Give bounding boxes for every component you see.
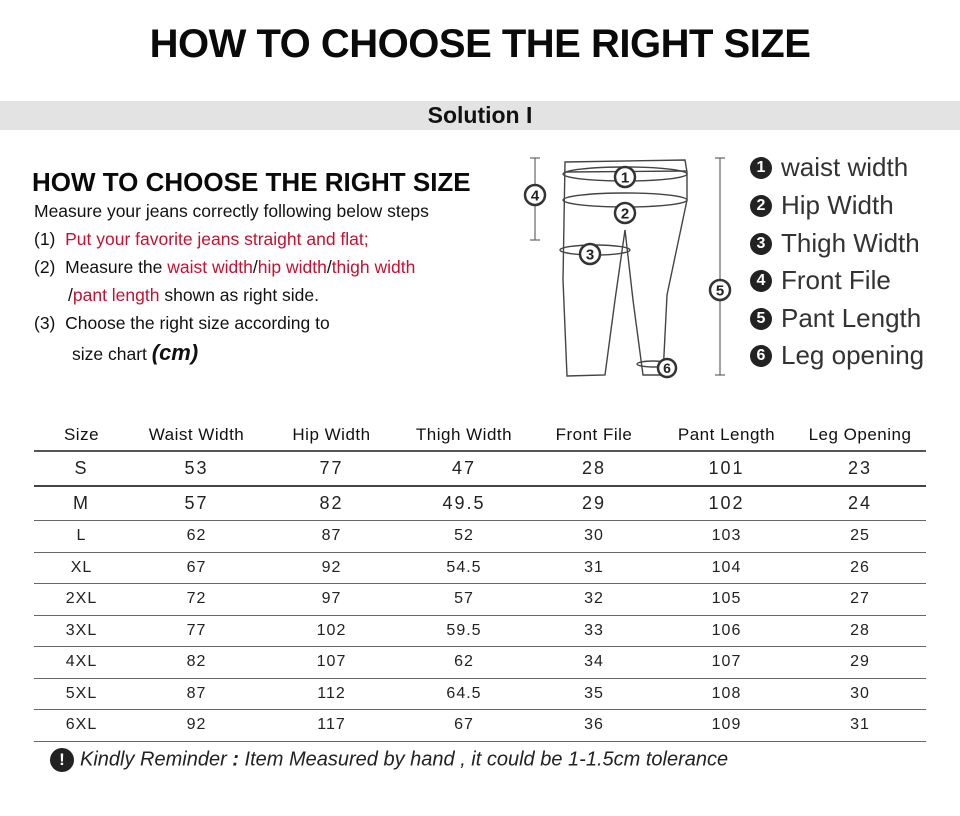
table-cell: 23 (794, 451, 926, 486)
legend-item-leg-opening (750, 340, 924, 377)
legend-item-hip (750, 190, 894, 227)
legend-label: Thigh Width (781, 228, 920, 258)
unit-label: (cm) (151, 340, 199, 365)
table-cell: 92 (129, 710, 264, 742)
table-cell: XL (34, 552, 129, 584)
table-cell: 57 (399, 584, 529, 616)
header-front-file: Front File (529, 420, 659, 451)
step-2-slash: / (68, 285, 73, 305)
legend-label: Hip Width (781, 190, 894, 220)
step-3-continued (72, 340, 198, 366)
reminder-note (50, 748, 728, 772)
table-cell: 105 (659, 584, 794, 616)
table-cell: 2XL (34, 584, 129, 616)
reminder-label: Kindly Reminder (80, 748, 227, 771)
legend-label: Front File (781, 265, 891, 295)
table-cell: 4XL (34, 647, 129, 679)
table-cell: 67 (399, 710, 529, 742)
table-cell: 57 (129, 486, 264, 521)
table-cell: 54.5 (399, 552, 529, 584)
marker-label: 5 (715, 282, 725, 300)
legend-item-pant-length (750, 303, 921, 340)
table-cell: 59.5 (399, 615, 529, 647)
table-row (34, 521, 926, 553)
table-cell: M (34, 486, 129, 521)
number-5-icon: 5 (750, 308, 772, 330)
marker-label: 2 (620, 205, 630, 223)
table-cell: 102 (264, 615, 399, 647)
pants-outline-icon (560, 160, 687, 376)
step-2-continued (68, 285, 319, 306)
step-2-number: (2) (34, 257, 56, 277)
table-cell: 92 (264, 552, 399, 584)
table-cell: 62 (129, 521, 264, 553)
legend-item-waist (750, 152, 908, 189)
table-cell: 87 (129, 678, 264, 710)
header-waist-width: Waist Width (129, 420, 264, 451)
table-cell: 77 (129, 615, 264, 647)
step-2-waist: waist width (167, 257, 253, 277)
legend-label: Leg opening (781, 340, 925, 370)
table-row (34, 710, 926, 742)
marker-label: 6 (663, 360, 671, 376)
page-title: HOW TO CHOOSE THE RIGHT SIZE (149, 22, 811, 66)
table-cell: 24 (794, 486, 926, 521)
marker-label: 1 (620, 169, 630, 187)
number-4-icon: 4 (750, 270, 772, 292)
step-3-text: Choose the right size according to (65, 313, 330, 333)
table-cell: 72 (129, 584, 264, 616)
table-cell: 29 (794, 647, 926, 679)
table-cell: 108 (659, 678, 794, 710)
marker-label: 4 (530, 187, 540, 205)
table-cell: 67 (129, 552, 264, 584)
table-cell: 30 (794, 678, 926, 710)
table-row (34, 678, 926, 710)
table-cell: 77 (264, 451, 399, 486)
table-cell: 82 (129, 647, 264, 679)
table-cell: 107 (264, 647, 399, 679)
instructions-title: HOW TO CHOOSE THE RIGHT SIZE (32, 167, 471, 197)
legend-label: Pant Length (781, 303, 922, 333)
reminder-text: Item Measured by hand , it could be 1-1.5cm tolerance (244, 748, 729, 771)
diagram-marker-4 (525, 185, 545, 205)
table-cell: 64.5 (399, 678, 529, 710)
table-cell: 28 (529, 451, 659, 486)
number-6-icon: 6 (750, 345, 772, 367)
solution-header: Solution I (0, 101, 960, 130)
legend-item-front-file (750, 265, 891, 302)
step-2-slash: / (252, 257, 258, 277)
table-cell: 31 (529, 552, 659, 584)
table-cell: 97 (264, 584, 399, 616)
header-thigh-width: Thigh Width (399, 420, 529, 451)
diagram-marker-6 (658, 359, 676, 377)
table-cell: 87 (264, 521, 399, 553)
step-3-size-chart: size chart (72, 344, 152, 364)
diagram-marker-1 (615, 167, 635, 187)
table-cell: 36 (529, 710, 659, 742)
table-cell: 34 (529, 647, 659, 679)
table-cell: 32 (529, 584, 659, 616)
table-cell: 107 (659, 647, 794, 679)
table-cell: 29 (529, 486, 659, 521)
step-1-number: (1) (34, 229, 56, 249)
table-cell: S (34, 451, 129, 486)
step-2-suffix: shown as right side. (159, 285, 320, 305)
table-row (34, 584, 926, 616)
step-2-pant: pant length (72, 285, 160, 305)
table-cell: 49.5 (399, 486, 529, 521)
size-table (34, 420, 926, 742)
table-cell: 31 (794, 710, 926, 742)
reminder-colon: : (226, 748, 245, 771)
table-cell: 26 (794, 552, 926, 584)
table-cell: 35 (529, 678, 659, 710)
table-cell: L (34, 521, 129, 553)
table-cell: 106 (659, 615, 794, 647)
table-cell: 30 (529, 521, 659, 553)
legend-label: waist width (781, 152, 909, 182)
marker-label: 3 (585, 246, 595, 264)
step-3-number: (3) (34, 313, 56, 333)
table-cell: 47 (399, 451, 529, 486)
step-2 (34, 257, 415, 278)
table-cell: 3XL (34, 615, 129, 647)
header-size: Size (34, 420, 129, 451)
diagram-marker-2 (615, 203, 635, 223)
table-cell: 5XL (34, 678, 129, 710)
number-3-icon: 3 (750, 233, 772, 255)
number-1-icon: 1 (750, 157, 772, 179)
table-cell: 62 (399, 647, 529, 679)
table-cell: 52 (399, 521, 529, 553)
pants-diagram (515, 150, 740, 385)
size-chart (34, 420, 926, 742)
table-cell: 103 (659, 521, 794, 553)
table-cell: 109 (659, 710, 794, 742)
step-1-text: Put your favorite jeans straight and flat; (65, 229, 369, 249)
table-row (34, 615, 926, 647)
table-header-row (34, 420, 926, 451)
table-cell: 33 (529, 615, 659, 647)
diagram-marker-5 (710, 280, 730, 300)
table-cell: 25 (794, 521, 926, 553)
instructions-intro: Measure your jeans correctly following below steps (34, 201, 429, 221)
table-row (34, 486, 926, 521)
step-2-prefix: Measure the (65, 257, 168, 277)
table-row (34, 552, 926, 584)
table-cell: 27 (794, 584, 926, 616)
table-cell: 6XL (34, 710, 129, 742)
step-3 (34, 313, 330, 334)
table-cell: 101 (659, 451, 794, 486)
step-2-thigh: thigh width (331, 257, 416, 277)
table-cell: 53 (129, 451, 264, 486)
step-1 (34, 229, 369, 250)
pant-length-dimension-icon (715, 158, 725, 375)
table-cell: 82 (264, 486, 399, 521)
table-row (34, 451, 926, 486)
number-2-icon: 2 (750, 195, 772, 217)
table-cell: 117 (264, 710, 399, 742)
table-cell: 102 (659, 486, 794, 521)
header-pant-length: Pant Length (659, 420, 794, 451)
step-2-hip: hip width (257, 257, 327, 277)
legend-item-thigh (750, 228, 920, 265)
table-cell: 28 (794, 615, 926, 647)
step-2-slash: / (326, 257, 332, 277)
table-cell: 104 (659, 552, 794, 584)
header-hip-width: Hip Width (264, 420, 399, 451)
header-leg-opening: Leg Opening (794, 420, 926, 451)
table-cell: 112 (264, 678, 399, 710)
diagram-marker-3 (580, 244, 600, 264)
table-row (34, 647, 926, 679)
exclamation-icon: ! (50, 748, 74, 772)
